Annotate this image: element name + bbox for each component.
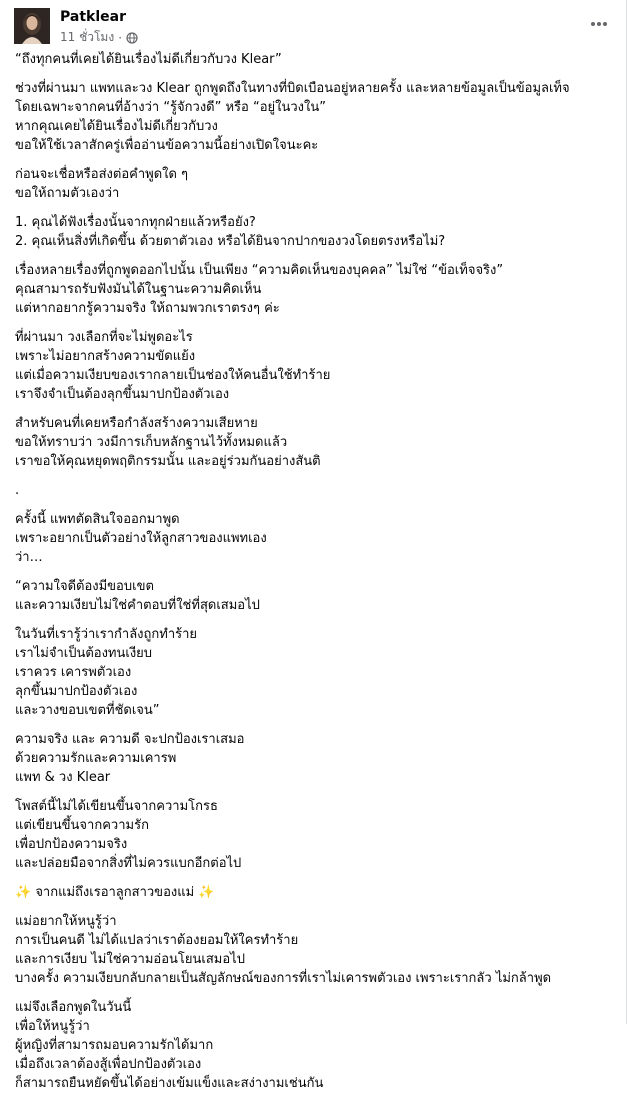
post-text-line: เพราะไม่อยากสร้างความขัดแย้ง xyxy=(15,349,196,364)
author-name[interactable]: Patklear xyxy=(60,9,126,25)
post-text-line: ว่า… xyxy=(15,550,43,565)
post-text-line: และวางขอบเขตที่ชัดเจน” xyxy=(15,703,160,718)
post-time[interactable]: 11 ชั่วโมง xyxy=(60,30,115,44)
post-text-line: การเป็นคนดี ไม่ได้แปลว่าเราต้องยอมให้ใครทำร้าย xyxy=(15,933,299,948)
post-text-line: “ความใจดีต้องมีขอบเขต xyxy=(15,579,154,594)
post-body xyxy=(15,50,615,1103)
post-text-line: และความเงียบไม่ใช่คำตอบที่ใช่ที่สุดเสมอไป xyxy=(15,598,260,613)
meta-separator: · xyxy=(118,30,123,45)
post-text-line: 1. คุณได้ฟังเรื่องนั้นจากทุกฝ่ายแล้วหรือยัง? xyxy=(15,215,256,230)
post-paragraph xyxy=(15,481,615,500)
post-text-line: ด้วยความรักและความเคารพ xyxy=(15,751,177,766)
post-paragraph xyxy=(15,50,615,69)
post-text-line: แพท & วง Klear xyxy=(15,770,111,785)
author-avatar[interactable] xyxy=(14,8,50,44)
post-text-line: แต่เมื่อความเงียบของเรากลายเป็นช่องให้คนอื่นใช้ทำร้าย xyxy=(15,368,331,383)
post-text-line: ผู้หญิงที่สามารถมอบความรักได้มาก xyxy=(15,1038,214,1053)
post-text-line: เรื่องหลายเรื่องที่ถูกพูดออกไปนั้น เป็นเพียง “ความคิดเห็นของบุคคล” ไม่ใช่ “ข้อเท็จจริง” xyxy=(15,263,504,278)
post-paragraph xyxy=(15,213,615,251)
post-paragraph xyxy=(15,625,615,720)
post-text-line: บางครั้ง ความเงียบกลับกลายเป็นสัญลักษณ์ของการที่เราไม่เคารพตัวเอง เพราะเรากลัว ไม่กล้าพูด xyxy=(15,971,552,986)
post-text-line: คุณสามารถรับฟังมันได้ในฐานะความคิดเห็น xyxy=(15,282,262,297)
post-text-line: . xyxy=(15,483,20,498)
post-text-line: เราควร เคารพตัวเอง xyxy=(15,665,132,680)
post-text-line: ในวันที่เรารู้ว่าเรากำลังถูกทำร้าย xyxy=(15,627,198,642)
post-text-line: ความจริง และ ความดี จะปกป้องเราเสมอ xyxy=(15,732,245,747)
globe-icon xyxy=(126,32,138,44)
post-text-line: ครั้งนี้ แพทตัดสินใจออกมาพูด xyxy=(15,512,180,527)
post-text-line: ก่อนจะเชื่อหรือส่งต่อคำพูดใด ๆ xyxy=(15,167,189,182)
post-paragraph xyxy=(15,510,615,567)
post-text-line: “ถึงทุกคนที่เคยได้ยินเรื่องไม่ดีเกี่ยวกับวง Klear” xyxy=(15,52,282,67)
post-paragraph xyxy=(15,577,615,615)
post-text-line: ขอให้ทราบว่า วงมีการเก็บหลักฐานไว้ทั้งหมดแล้ว xyxy=(15,435,288,450)
post-text-line: เราจึงจำเป็นต้องลุกขึ้นมาปกป้องตัวเอง xyxy=(15,387,230,402)
post-paragraph xyxy=(15,414,615,471)
post-text-line: แม่อยากให้หนูรู้ว่า xyxy=(15,914,117,929)
post-text-line: โพสต์นี้ไม่ได้เขียนขึ้นจากความโกรธ xyxy=(15,799,218,814)
post-paragraph xyxy=(15,165,615,203)
post-text-line: และปล่อยมือจากสิ่งที่ไม่ควรแบกอีกต่อไป xyxy=(15,856,242,871)
post-text-line: เราขอให้คุณหยุดพฤติกรรมนั้น และอยู่ร่วมกันอย่างสันติ xyxy=(15,454,321,469)
post-text-line: หากคุณเคยได้ยินเรื่องไม่ดีเกี่ยวกับวง xyxy=(15,119,218,134)
post-text-line: ขอให้ใช้เวลาสักครู่เพื่ออ่านข้อความนี้อย่างเปิดใจนะคะ xyxy=(15,138,319,153)
post-text-line: เพราะอยากเป็นตัวอย่างให้ลูกสาวของแพทเอง xyxy=(15,531,267,546)
post-text-line: ก็สามารถยืนหยัดขึ้นได้อย่างเข้มแข็งและสง่างามเช่นกัน xyxy=(15,1076,324,1091)
post-text-line: แม่จึงเลือกพูดในวันนี้ xyxy=(15,1000,132,1015)
post-text-line: เมื่อถึงเวลาต้องสู้เพื่อปกป้องตัวเอง xyxy=(15,1057,202,1072)
post-header xyxy=(0,0,627,50)
post-paragraph xyxy=(15,261,615,318)
post-paragraph xyxy=(15,883,615,902)
post-text-line: สำหรับคนที่เคยหรือกำลังสร้างความเสียหาย xyxy=(15,416,258,431)
post-text-line: 2. คุณเห็นสิ่งที่เกิดขึ้น ด้วยตาตัวเอง หรือได้ยินจากปากของวงโดยตรงหรือไม่? xyxy=(15,234,446,249)
post-text-line: และการเงียบ ไม่ใช่ความอ่อนโยนเสมอไป xyxy=(15,952,245,967)
post-paragraph xyxy=(15,730,615,787)
post-text-line: ✨ จากแม่ถึงเรอาลูกสาวของแม่ ✨ xyxy=(15,885,215,900)
post-text-line: ช่วงที่ผ่านมา แพทและวง Klear ถูกพูดถึงในทางที่บิดเบือนอยู่หลายครั้ง และหลายข้อมูลเป็นข้อมูลเท็จ xyxy=(15,81,570,96)
post-paragraph xyxy=(15,79,615,155)
post-text-line: ขอให้ถามตัวเองว่า xyxy=(15,186,120,201)
post-text-line: ลุกขึ้นมาปกป้องตัวเอง xyxy=(15,684,138,699)
more-options-icon[interactable] xyxy=(587,12,611,36)
post-text-line: ที่ผ่านมา วงเลือกที่จะไม่พูดอะไร xyxy=(15,330,193,345)
post-text-line: เพื่อปกป้องความจริง xyxy=(15,837,128,852)
post-paragraph xyxy=(15,998,615,1093)
post-text-line: แต่หากอยากรู้ความจริง ให้ถามพวกเราตรงๆ ค่ะ xyxy=(15,301,280,316)
post-paragraph xyxy=(15,912,615,988)
post-meta xyxy=(60,28,138,47)
post-text-line: โดยเฉพาะจากคนที่อ้างว่า “รู้จักวงดี” หรือ “อยู่ในวงใน” xyxy=(15,100,326,115)
post-text-line: เราไม่จำเป็นต้องทนเงียบ xyxy=(15,646,153,661)
post-text-line: เพื่อให้หนูรู้ว่า xyxy=(15,1019,90,1034)
post-paragraph xyxy=(15,797,615,873)
post-text-line: แต่เขียนขึ้นจากความรัก xyxy=(15,818,149,833)
post-paragraph xyxy=(15,328,615,404)
